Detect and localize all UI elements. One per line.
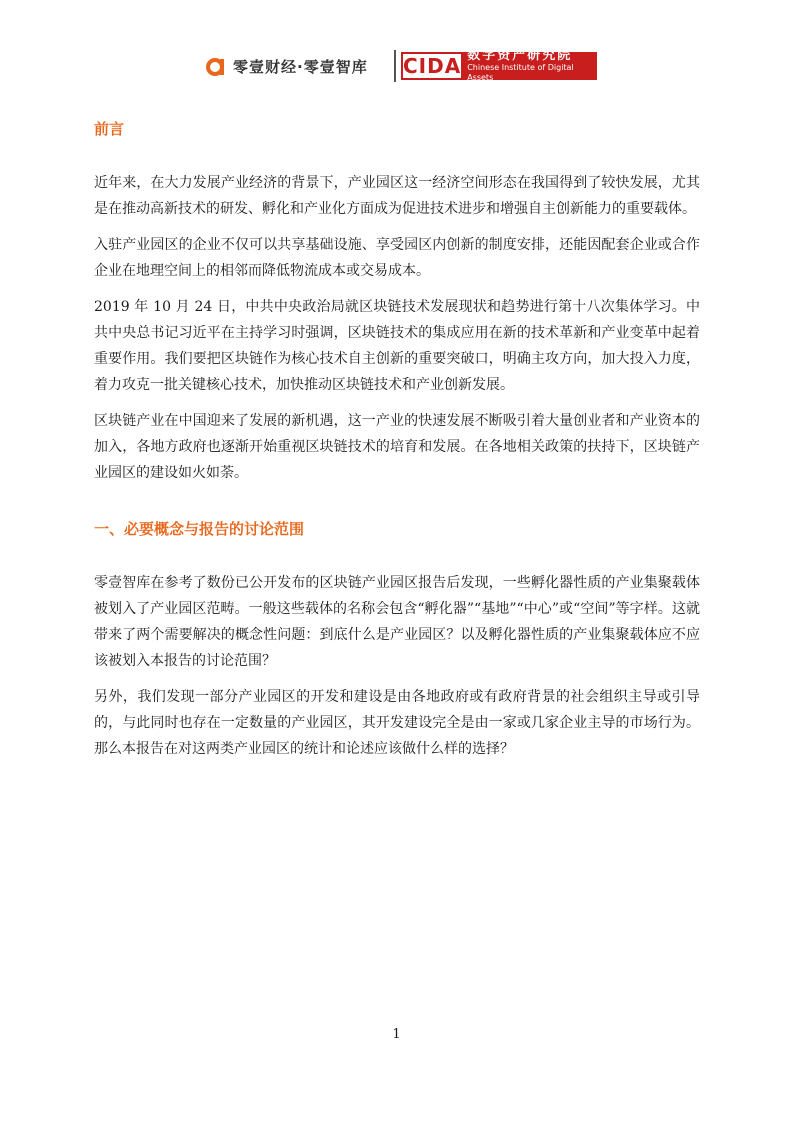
page-number: 1 (392, 1027, 401, 1042)
header-divider (394, 50, 396, 82)
cida-logo (401, 48, 597, 82)
brand-name: 零壹财经·零壹智库 (233, 57, 368, 76)
section-1-heading: 一、必要概念与报告的讨论范围 (94, 520, 305, 538)
cida-letters: CIDA (403, 54, 462, 78)
cida-english-name: Chinese Institute of Digital Assets (467, 63, 574, 82)
paragraph-3: 2019 年 10 月 24 日，中共中央政治局就区块链技术发展现状和趋势进行第十八次集体学习。中共中央总书记习近平在主持学习时强调，区块链技术的集成应用在新的技术革新和产业变革中起着重要作用。我们要把区块链作为核心技术自主创新的重要突破口，明确主攻方向，加大投入力度，着力攻克一批关键核心技术，加快推动区块链技术和产业创新发展。 (94, 299, 700, 393)
lingyi-logo-icon (205, 55, 227, 77)
preface-heading: 前言 (94, 120, 125, 138)
paragraph-4: 区块链产业在中国迎来了发展的新机遇，这一产业的快速发展不断吸引着大量创业者和产业资本的加入，各地方政府也逐渐开始重视区块链技术的培育和发展。在各地相关政策的扶持下，区块链产业园区的建设如火如荼。 (94, 413, 700, 481)
paragraph-1: 近年来，在大力发展产业经济的背景下，产业园区这一经济空间形态在我国得到了较快发展，尤其是在推动高新技术的研发、孵化和产业化方面成为促进技术进步和增强自主创新能力的重要载体。 (94, 175, 700, 217)
lingyi-brand (205, 52, 368, 80)
paragraph-2: 入驻产业园区的企业不仅可以共享基础设施、享受园区内创新的制度安排，还能因配套企业或合作企业在地理空间上的相邻而降低物流成本或交易成本。 (94, 237, 700, 279)
paragraph-6: 另外，我们发现一部分产业园区的开发和建设是由各地政府或有政府背景的社会组织主导或引导的，与此同时也存在一定数量的产业园区，其开发建设完全是由一家或几家企业主导的市场行为。那么本报告在对这两类产业园区的统计和论述应该做什么样的选择？ (94, 689, 700, 757)
page-body (94, 118, 700, 762)
paragraph-5: 零壹智库在参考了数份已公开发布的区块链产业园区报告后发现，一些孵化器性质的产业集聚载体被划入了产业园区范畴。一般这些载体的名称会包含“孵化器”“基地”“中心”或“空间”等字样。这就带来了两个需要解决的概念性问题：到底什么是产业园区？以及孵化器性质的产业集聚载体应不应该被划入本报告的讨论范围？ (94, 575, 700, 669)
page-header (0, 50, 793, 82)
cida-chinese-name: 数字资产研究院 (467, 48, 573, 63)
